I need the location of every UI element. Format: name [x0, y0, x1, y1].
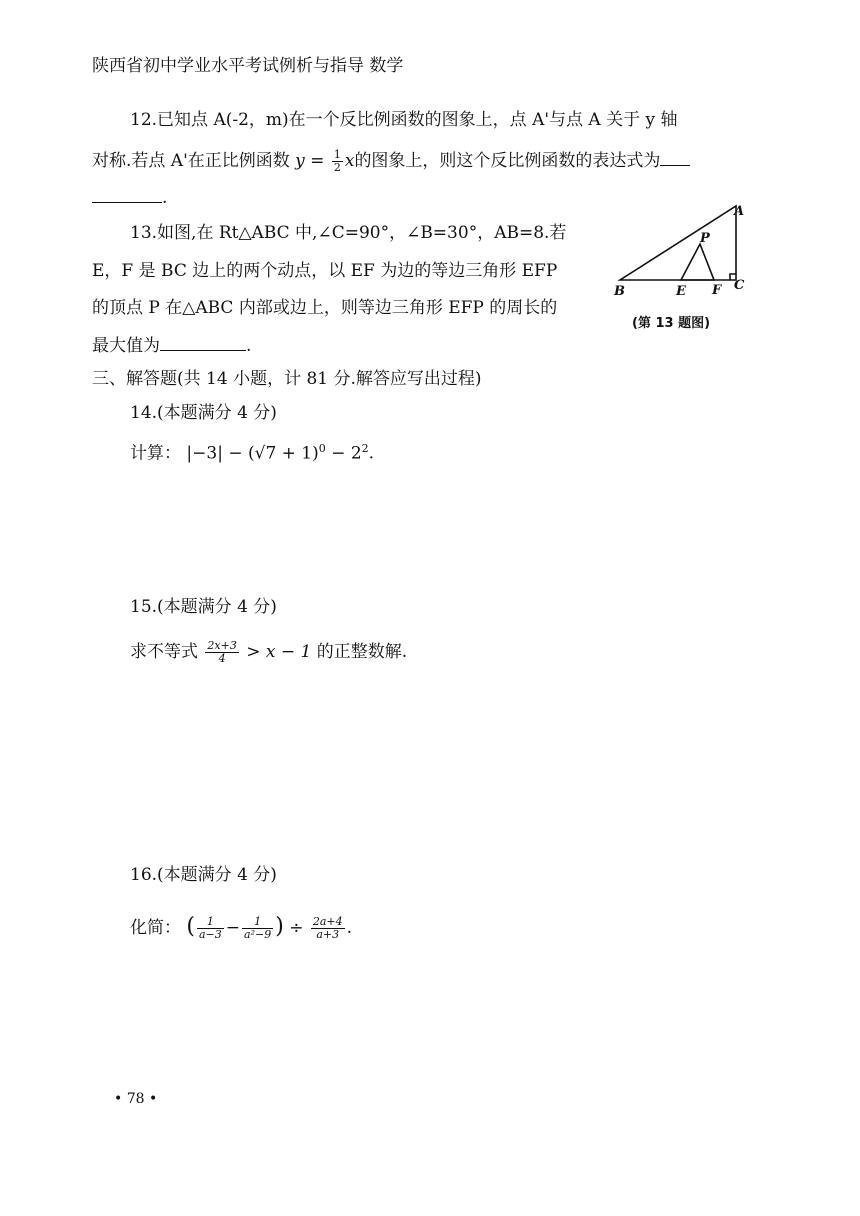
label-f: F: [712, 283, 722, 298]
q12-frac-num: 1: [333, 148, 341, 161]
q16-fraction-3: [311, 916, 345, 941]
q12-frac-den: 2: [333, 161, 341, 174]
section3-title: 三、解答题(共 14 小题，计 81 分.解答应写出过程): [92, 369, 482, 389]
triangle-abc: [620, 206, 736, 280]
q13-triangle-figure: [610, 200, 770, 300]
q16-prefix: 化简：: [130, 918, 181, 938]
q14-end: .: [368, 443, 375, 464]
q16-f1-den: a−3: [199, 928, 222, 941]
q13-line4-end: .: [246, 336, 252, 356]
q16-rparen: ): [275, 914, 284, 939]
running-header: 陕西省初中学业水平考试例析与指导 数学: [92, 56, 404, 76]
q16-minus: −: [225, 918, 241, 938]
q16-lparen: (: [186, 914, 195, 939]
q14-expression: [130, 438, 374, 465]
q15-prefix: 求不等式: [130, 642, 198, 662]
q16-divide: ÷: [289, 918, 304, 938]
q12-line1: 12.已知点 A(-2，m)在一个反比例函数的图象上，点 A'与点 A 关于 y 轴: [130, 110, 678, 130]
q14-minus-two: − 2: [325, 443, 362, 464]
label-c: C: [734, 278, 745, 293]
page-number: • 78 •: [114, 1091, 158, 1107]
q16-heading: 16.(本题满分 4 分): [130, 865, 277, 885]
q13-figure-caption: (第 13 题图): [632, 316, 711, 331]
q13-line2: E，F 是 BC 边上的两个动点，以 EF 为边的等边三角形 EFP: [92, 261, 558, 281]
q12-answer-blank-end: [92, 186, 162, 203]
q16-fraction-1: [197, 916, 224, 941]
q12-line3: [92, 186, 167, 209]
q16-fraction-2: [242, 916, 273, 941]
label-e: E: [676, 284, 686, 299]
q14-heading: 14.(本题满分 4 分): [130, 403, 277, 423]
label-b: B: [614, 284, 625, 299]
q12-answer-blank-start: [660, 149, 690, 166]
q12-formula-x: x: [344, 151, 355, 171]
q15-fraction: [205, 640, 238, 665]
q12-formula-y: y =: [295, 151, 325, 171]
q15-suffix: 的正整数解.: [316, 642, 408, 662]
q16-f2-den: a²−9: [244, 928, 272, 941]
q15-frac-den: 4: [218, 652, 226, 665]
q15-heading: 15.(本题满分 4 分): [130, 597, 277, 617]
triangle-efp: [681, 244, 714, 280]
q13-answer-blank: [160, 334, 246, 351]
q14-expr-main: |−3| − (√7 + 1): [186, 443, 319, 464]
q13-line4: [92, 334, 251, 357]
q15-expression: [130, 640, 407, 665]
q12-line2: [92, 149, 690, 174]
label-a: A: [734, 204, 745, 219]
label-p: P: [700, 231, 710, 246]
q16-expression: [130, 916, 352, 941]
q15-frac-num: 2x+3: [207, 639, 237, 652]
q12-line2-pre: 对称.若点 A'在正比例函数: [92, 151, 290, 171]
q12-line3-end: .: [162, 188, 168, 208]
q15-rhs: > x − 1: [246, 642, 312, 662]
q13-line3: 的顶点 P 在△ABC 内部或边上，则等边三角形 EFP 的周长的: [92, 298, 558, 318]
q16-f2-num: 1: [242, 916, 273, 929]
q12-line2-post: 的图象上，则这个反比例函数的表达式为: [354, 151, 661, 171]
q16-f3-num: 2a+4: [312, 915, 343, 928]
q16-f1-num: 1: [197, 916, 224, 929]
q14-prefix: 计算：: [130, 443, 181, 464]
q16-end: .: [346, 918, 353, 938]
q13-line4-pre: 最大值为: [92, 336, 160, 356]
q14-exp-two: 2: [361, 442, 369, 455]
q13-line1: 13.如图,在 Rt△ABC 中,∠C=90°，∠B=30°，AB=8.若: [130, 223, 567, 243]
q12-fraction: [332, 149, 343, 174]
q16-f3-den: a+3: [316, 928, 340, 941]
q14-exp-zero: 0: [318, 442, 326, 455]
